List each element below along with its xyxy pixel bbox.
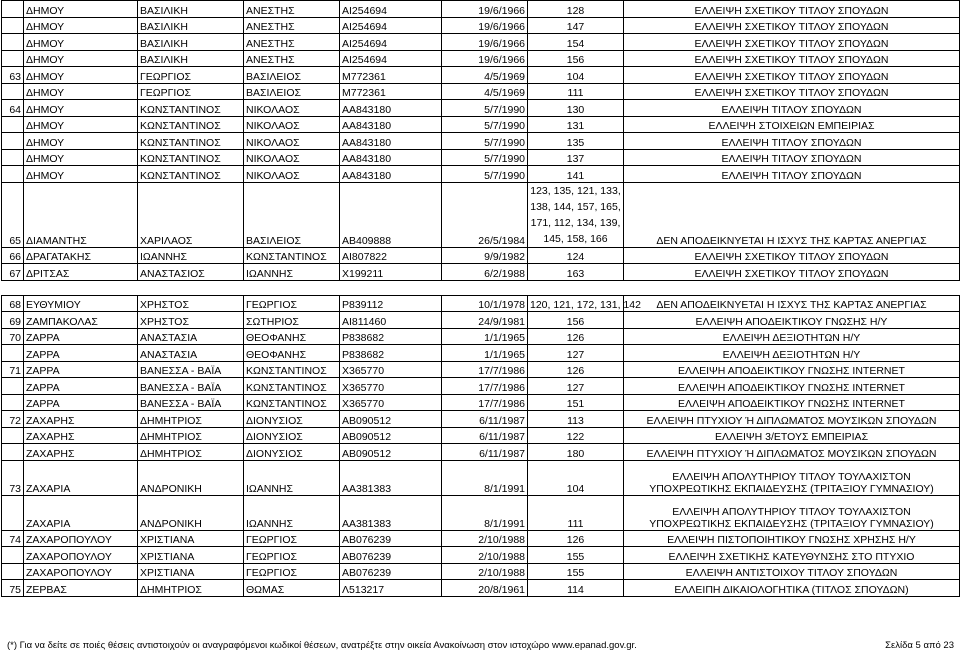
- id-number-cell: Μ772361: [340, 67, 442, 84]
- entry-number: [2, 495, 24, 530]
- position-codes-cell: 104: [528, 460, 624, 495]
- entry-number: 66: [2, 247, 24, 264]
- rejection-reason-cell: ΕΛΛΕΙΨΗ ΤΙΤΛΟΥ ΣΠΟΥΔΩΝ: [624, 133, 960, 150]
- rejection-reason-cell: ΔΕΝ ΑΠΟΔΕΙΚΝΥΕΤΑΙ Η ΙΣΧΥΣ ΤΗΣ ΚΑΡΤΑΣ ΑΝΕΡΓΙΑΣ: [624, 295, 960, 312]
- first-name-cell: ΚΩΝΣΤΑΝΤΙΝΟΣ: [138, 133, 244, 150]
- entry-number: 64: [2, 100, 24, 117]
- birth-date-cell: 2/10/1988: [442, 530, 528, 547]
- first-name-cell: ΙΩΑΝΝΗΣ: [138, 247, 244, 264]
- entry-number: 72: [2, 411, 24, 428]
- birth-date-cell: 17/7/1986: [442, 378, 528, 395]
- rejection-reason-cell: ΔΕΝ ΑΠΟΔΕΙΚΝΥΕΤΑΙ Η ΙΣΧΥΣ ΤΗΣ ΚΑΡΤΑΣ ΑΝΕΡΓΙΑΣ: [624, 182, 960, 247]
- birth-date-cell: 17/7/1986: [442, 394, 528, 411]
- position-codes-cell: 104: [528, 67, 624, 84]
- entry-number: [2, 444, 24, 461]
- position-codes-cell: 126: [528, 328, 624, 345]
- rejection-reason-line: ΥΠΟΧΡΕΩΤΙΚΗΣ ΕΚΠΑΙΔΕΥΣΗΣ (ΤΡΙΤΑΞΙΟΥ ΓΥΜΝΑΣΙΟΥ): [649, 517, 934, 530]
- rejection-reason-cell: ΕΛΛΕΙΨΗ ΔΕΞΙΟΤΗΤΩΝ Η/Υ: [624, 345, 960, 362]
- id-number-cell: ΑΙ811460: [340, 312, 442, 329]
- id-number-cell: Χ365770: [340, 378, 442, 395]
- first-name-cell: ΧΡΗΣΤΟΣ: [138, 295, 244, 312]
- first-name-cell: ΒΑΝΕΣΣΑ - ΒΑΪΑ: [138, 361, 244, 378]
- table-row: [2, 1, 960, 18]
- birth-date-cell: 19/6/1966: [442, 17, 528, 34]
- position-codes-cell: 137: [528, 149, 624, 166]
- position-codes-cell: 131: [528, 116, 624, 133]
- id-number-cell: ΑΒ076239: [340, 547, 442, 564]
- table-row: [2, 495, 960, 530]
- position-code-line: 138, 144, 157, 165,: [530, 200, 621, 213]
- rejection-reason-cell: ΕΛΛΕΙΨΗ ΣΧΕΤΙΚΟΥ ΤΙΤΛΟΥ ΣΠΟΥΔΩΝ: [624, 67, 960, 84]
- surname-cell: ΔΗΜΟΥ: [24, 67, 138, 84]
- first-name-cell: ΔΗΜΗΤΡΙΟΣ: [138, 427, 244, 444]
- entry-number: 71: [2, 361, 24, 378]
- birth-date-cell: 4/5/1969: [442, 83, 528, 100]
- surname-cell: ΖΑΡΡΑ: [24, 378, 138, 395]
- birth-date-cell: 5/7/1990: [442, 166, 528, 183]
- father-name-cell: ΑΝΕΣΤΗΣ: [244, 17, 340, 34]
- table-row: [2, 100, 960, 117]
- first-name-cell: ΑΝΔΡΟΝΙΚΗ: [138, 460, 244, 495]
- surname-cell: ΔΗΜΟΥ: [24, 83, 138, 100]
- father-name-cell: ΝΙΚΟΛΑΟΣ: [244, 166, 340, 183]
- rejection-reason-cell: ΕΛΛΕΙΨΗ ΠΙΣΤΟΠΟΙΗΤΙΚΟΥ ΓΝΩΣΗΣ ΧΡΗΣΗΣ Η/Υ: [624, 530, 960, 547]
- surname-cell: ΖΑΜΠΑΚΟΛΑΣ: [24, 312, 138, 329]
- table-row: [2, 328, 960, 345]
- table-row: [2, 580, 960, 597]
- entry-number: [2, 34, 24, 51]
- surname-cell: ΔΗΜΟΥ: [24, 100, 138, 117]
- birth-date-cell: 6/2/1988: [442, 264, 528, 281]
- position-codes-cell: 128: [528, 1, 624, 18]
- birth-date-cell: 26/5/1984: [442, 182, 528, 247]
- table-row: [2, 34, 960, 51]
- father-name-cell: ΔΙΟΝΥΣΙΟΣ: [244, 411, 340, 428]
- table-row: [2, 427, 960, 444]
- id-number-cell: ΑΒ076239: [340, 563, 442, 580]
- father-name-cell: ΓΕΩΡΓΙΟΣ: [244, 295, 340, 312]
- position-codes-cell: 130: [528, 100, 624, 117]
- first-name-cell: ΧΡΙΣΤΙΑΝΑ: [138, 547, 244, 564]
- first-name-cell: ΚΩΝΣΤΑΝΤΙΝΟΣ: [138, 149, 244, 166]
- id-number-cell: ΑΑ843180: [340, 100, 442, 117]
- table-row: [2, 67, 960, 84]
- father-name-cell: ΒΑΣΙΛΕΙΟΣ: [244, 83, 340, 100]
- results-table: [1, 0, 960, 281]
- father-name-cell: ΘΩΜΑΣ: [244, 580, 340, 597]
- entry-number: 75: [2, 580, 24, 597]
- rejection-reason-cell: ΕΛΛΕΙΨΗ ΣΧΕΤΙΚΟΥ ΤΙΤΛΟΥ ΣΠΟΥΔΩΝ: [624, 34, 960, 51]
- table-row: [2, 312, 960, 329]
- father-name-cell: ΓΕΩΡΓΙΟΣ: [244, 530, 340, 547]
- id-number-cell: ΑΙ807822: [340, 247, 442, 264]
- first-name-cell: ΒΑΝΕΣΣΑ - ΒΑΪΑ: [138, 378, 244, 395]
- position-codes-cell: 151: [528, 394, 624, 411]
- id-number-cell: ΑΒ090512: [340, 427, 442, 444]
- entry-number: 74: [2, 530, 24, 547]
- first-name-cell: ΓΕΩΡΓΙΟΣ: [138, 83, 244, 100]
- position-code-line: 123, 135, 121, 133,: [530, 184, 621, 197]
- surname-cell: ΖΑΧΑΡΟΠΟΥΛΟΥ: [24, 530, 138, 547]
- rejection-reason-line: ΕΛΛΕΙΨΗ ΑΠΟΛΥΤΗΡΙΟΥ ΤΙΤΛΟΥ ΤΟΥΛΑΧΙΣΤΟΝ: [672, 505, 911, 518]
- entry-number: [2, 83, 24, 100]
- rejection-reason-cell: ΕΛΛΕΙΨΗ ΣΧΕΤΙΚΟΥ ΤΙΤΛΟΥ ΣΠΟΥΔΩΝ: [624, 247, 960, 264]
- entry-number: [2, 1, 24, 18]
- table-row: [2, 50, 960, 67]
- father-name-cell: ΝΙΚΟΛΑΟΣ: [244, 149, 340, 166]
- table-row: [2, 345, 960, 362]
- surname-cell: ΔΗΜΟΥ: [24, 116, 138, 133]
- entry-number: 69: [2, 312, 24, 329]
- position-codes-cell: 141: [528, 166, 624, 183]
- id-number-cell: Μ772361: [340, 83, 442, 100]
- father-name-cell: ΙΩΑΝΝΗΣ: [244, 495, 340, 530]
- birth-date-cell: 5/7/1990: [442, 133, 528, 150]
- surname-cell: ΖΑΧΑΡΙΑ: [24, 495, 138, 530]
- father-name-cell: ΒΑΣΙΛΕΙΟΣ: [244, 182, 340, 247]
- surname-cell: ΕΥΘΥΜΙΟΥ: [24, 295, 138, 312]
- surname-cell: ΔΡΑΓΑΤΑΚΗΣ: [24, 247, 138, 264]
- table-row: [2, 563, 960, 580]
- father-name-cell: ΓΕΩΡΓΙΟΣ: [244, 563, 340, 580]
- surname-cell: ΖΑΡΡΑ: [24, 345, 138, 362]
- birth-date-cell: 24/9/1981: [442, 312, 528, 329]
- birth-date-cell: 6/11/1987: [442, 444, 528, 461]
- rejection-reason-cell: ΕΛΛΕΙΨΗ ΣΤΟΙΧΕΙΩΝ ΕΜΠΕΙΡΙΑΣ: [624, 116, 960, 133]
- birth-date-cell: 5/7/1990: [442, 100, 528, 117]
- birth-date-cell: 6/11/1987: [442, 411, 528, 428]
- father-name-cell: ΚΩΝΣΤΑΝΤΙΝΟΣ: [244, 378, 340, 395]
- entry-number: [2, 563, 24, 580]
- surname-cell: ΔΙΑΜΑΝΤΗΣ: [24, 182, 138, 247]
- id-number-cell: ΑΙ254694: [340, 17, 442, 34]
- rejection-reason-cell: ΕΛΛΕΙΨΗ ΠΤΥΧΙΟΥ Ή ΔΙΠΛΩΜΑΤΟΣ ΜΟΥΣΙΚΩΝ ΣΠΟΥΔΩΝ: [624, 444, 960, 461]
- surname-cell: ΖΑΧΑΡΗΣ: [24, 411, 138, 428]
- surname-cell: ΖΑΧΑΡΙΑ: [24, 460, 138, 495]
- table-row: [2, 264, 960, 281]
- table-row: [2, 444, 960, 461]
- birth-date-cell: 2/10/1988: [442, 547, 528, 564]
- surname-cell: ΔΗΜΟΥ: [24, 17, 138, 34]
- table-row: [2, 17, 960, 34]
- rejection-reason-line: ΥΠΟΧΡΕΩΤΙΚΗΣ ΕΚΠΑΙΔΕΥΣΗΣ (ΤΡΙΤΑΞΙΟΥ ΓΥΜΝΑΣΙΟΥ): [649, 482, 934, 495]
- position-codes-cell: 113: [528, 411, 624, 428]
- first-name-cell: ΒΑΣΙΛΙΚΗ: [138, 1, 244, 18]
- surname-cell: ΖΑΧΑΡΗΣ: [24, 427, 138, 444]
- first-name-cell: ΚΩΝΣΤΑΝΤΙΝΟΣ: [138, 100, 244, 117]
- position-codes-cell: 114: [528, 580, 624, 597]
- first-name-cell: ΧΡΙΣΤΙΑΝΑ: [138, 530, 244, 547]
- birth-date-cell: 17/7/1986: [442, 361, 528, 378]
- first-name-cell: ΧΡΗΣΤΟΣ: [138, 312, 244, 329]
- id-number-cell: ΑΑ381383: [340, 460, 442, 495]
- position-codes-cell: 126: [528, 361, 624, 378]
- rejection-reason-cell: ΕΛΛΕΙΨΗ ΣΧΕΤΙΚΟΥ ΤΙΤΛΟΥ ΣΠΟΥΔΩΝ: [624, 264, 960, 281]
- table-row: [2, 460, 960, 495]
- father-name-cell: ΝΙΚΟΛΑΟΣ: [244, 100, 340, 117]
- position-codes-cell: 180: [528, 444, 624, 461]
- birth-date-cell: 19/6/1966: [442, 34, 528, 51]
- table-row: [2, 394, 960, 411]
- rejection-reason-cell: ΕΛΛΕΙΨΗ ΣΧΕΤΙΚΟΥ ΤΙΤΛΟΥ ΣΠΟΥΔΩΝ: [624, 1, 960, 18]
- id-number-cell: Ρ838682: [340, 345, 442, 362]
- position-code-line: 171, 112, 134, 139,: [530, 216, 621, 229]
- position-codes-cell: 155: [528, 547, 624, 564]
- page-number: Σελίδα 5 από 23: [885, 640, 954, 651]
- position-codes-cell: 135: [528, 133, 624, 150]
- rejection-reason-cell: ΕΛΛΕΙΨΗ ΣΧΕΤΙΚΟΥ ΤΙΤΛΟΥ ΣΠΟΥΔΩΝ: [624, 50, 960, 67]
- page-footer: [0, 636, 960, 653]
- birth-date-cell: 8/1/1991: [442, 460, 528, 495]
- position-code-line: 145, 158, 166: [543, 232, 608, 245]
- father-name-cell: ΚΩΝΣΤΑΝΤΙΝΟΣ: [244, 361, 340, 378]
- father-name-cell: ΑΝΕΣΤΗΣ: [244, 34, 340, 51]
- father-name-cell: ΘΕΟΦΑΝΗΣ: [244, 345, 340, 362]
- first-name-cell: ΒΑΝΕΣΣΑ - ΒΑΪΑ: [138, 394, 244, 411]
- birth-date-cell: 5/7/1990: [442, 116, 528, 133]
- surname-cell: ΖΑΧΑΡΟΠΟΥΛΟΥ: [24, 547, 138, 564]
- table-row: [2, 411, 960, 428]
- surname-cell: ΖΑΧΑΡΗΣ: [24, 444, 138, 461]
- surname-cell: ΔΡΙΤΣΑΣ: [24, 264, 138, 281]
- birth-date-cell: 4/5/1969: [442, 67, 528, 84]
- rejection-reason-cell: ΕΛΛΕΙΠΗ ΔΙΚΑΙΟΛΟΓΗΤΙΚΑ (ΤΙΤΛΟΣ ΣΠΟΥΔΩΝ): [624, 580, 960, 597]
- entry-number: 63: [2, 67, 24, 84]
- results-table-continued: [1, 295, 960, 597]
- entry-number: [2, 133, 24, 150]
- table-row: [2, 83, 960, 100]
- position-codes-cell: 111: [528, 83, 624, 100]
- rejection-reason-cell: ΕΛΛΕΙΨΗ ΤΙΤΛΟΥ ΣΠΟΥΔΩΝ: [624, 166, 960, 183]
- surname-cell: ΔΗΜΟΥ: [24, 34, 138, 51]
- birth-date-cell: 8/1/1991: [442, 495, 528, 530]
- first-name-cell: ΔΗΜΗΤΡΙΟΣ: [138, 580, 244, 597]
- father-name-cell: ΓΕΩΡΓΙΟΣ: [244, 547, 340, 564]
- position-codes-cell: 120, 121, 172, 131, 142: [528, 295, 624, 312]
- id-number-cell: ΑΙ254694: [340, 34, 442, 51]
- id-number-cell: ΑΙ254694: [340, 1, 442, 18]
- surname-cell: ΔΗΜΟΥ: [24, 1, 138, 18]
- surname-cell: ΖΑΧΑΡΟΠΟΥΛΟΥ: [24, 563, 138, 580]
- father-name-cell: ΒΑΣΙΛΕΙΟΣ: [244, 67, 340, 84]
- id-number-cell: ΑΑ843180: [340, 149, 442, 166]
- id-number-cell: Ρ839112: [340, 295, 442, 312]
- father-name-cell: ΑΝΕΣΤΗΣ: [244, 50, 340, 67]
- id-number-cell: ΑΑ843180: [340, 133, 442, 150]
- id-number-cell: Λ513217: [340, 580, 442, 597]
- surname-cell: ΖΑΡΡΑ: [24, 328, 138, 345]
- father-name-cell: ΔΙΟΝΥΣΙΟΣ: [244, 427, 340, 444]
- entry-number: 68: [2, 295, 24, 312]
- rejection-reason-cell: ΕΛΛΕΙΨΗ ΣΧΕΤΙΚΗΣ ΚΑΤΕΥΘΥΝΣΗΣ ΣΤΟ ΠΤΥΧΙΟ: [624, 547, 960, 564]
- id-number-cell: ΑΒ076239: [340, 530, 442, 547]
- first-name-cell: ΔΗΜΗΤΡΙΟΣ: [138, 444, 244, 461]
- rejection-reason-cell: ΕΛΛΕΙΨΗ ΣΧΕΤΙΚΟΥ ΤΙΤΛΟΥ ΣΠΟΥΔΩΝ: [624, 17, 960, 34]
- father-name-cell: ΙΩΑΝΝΗΣ: [244, 460, 340, 495]
- entry-number: [2, 345, 24, 362]
- rejection-reason-cell: ΕΛΛΕΙΨΗ 3/ΕΤΟΥΣ ΕΜΠΕΙΡΙΑΣ: [624, 427, 960, 444]
- first-name-cell: ΔΗΜΗΤΡΙΟΣ: [138, 411, 244, 428]
- position-codes-cell: 122: [528, 427, 624, 444]
- entry-number: [2, 547, 24, 564]
- first-name-cell: ΚΩΝΣΤΑΝΤΙΝΟΣ: [138, 166, 244, 183]
- entry-number: 67: [2, 264, 24, 281]
- first-name-cell: ΑΝΑΣΤΑΣΙΑ: [138, 328, 244, 345]
- father-name-cell: ΙΩΑΝΝΗΣ: [244, 264, 340, 281]
- birth-date-cell: 19/6/1966: [442, 1, 528, 18]
- father-name-cell: ΚΩΝΣΤΑΝΤΙΝΟΣ: [244, 247, 340, 264]
- surname-cell: ΖΑΡΡΑ: [24, 361, 138, 378]
- father-name-cell: ΝΙΚΟΛΑΟΣ: [244, 133, 340, 150]
- surname-cell: ΔΗΜΟΥ: [24, 149, 138, 166]
- first-name-cell: ΒΑΣΙΛΙΚΗ: [138, 17, 244, 34]
- id-number-cell: Χ199211: [340, 264, 442, 281]
- surname-cell: ΔΗΜΟΥ: [24, 133, 138, 150]
- father-name-cell: ΝΙΚΟΛΑΟΣ: [244, 116, 340, 133]
- id-number-cell: Χ365770: [340, 361, 442, 378]
- entry-number: [2, 149, 24, 166]
- rejection-reason-cell: ΕΛΛΕΙΨΗ ΑΝΤΙΣΤΟΙΧΟΥ ΤΙΤΛΟΥ ΣΠΟΥΔΩΝ: [624, 563, 960, 580]
- first-name-cell: ΓΕΩΡΓΙΟΣ: [138, 67, 244, 84]
- position-codes-cell: 156: [528, 50, 624, 67]
- table-row: [2, 166, 960, 183]
- first-name-cell: ΑΝΑΣΤΑΣΙΟΣ: [138, 264, 244, 281]
- position-codes-cell: 154: [528, 34, 624, 51]
- birth-date-cell: 2/10/1988: [442, 563, 528, 580]
- entry-number: [2, 50, 24, 67]
- father-name-cell: ΘΕΟΦΑΝΗΣ: [244, 328, 340, 345]
- birth-date-cell: 20/8/1961: [442, 580, 528, 597]
- first-name-cell: ΑΝΑΣΤΑΣΙΑ: [138, 345, 244, 362]
- surname-cell: ΖΕΡΒΑΣ: [24, 580, 138, 597]
- id-number-cell: ΑΑ381383: [340, 495, 442, 530]
- rejection-reason-cell: [624, 495, 960, 530]
- rejection-reason-cell: ΕΛΛΕΙΨΗ ΣΧΕΤΙΚΟΥ ΤΙΤΛΟΥ ΣΠΟΥΔΩΝ: [624, 83, 960, 100]
- table-row: [2, 295, 960, 312]
- table-row: [2, 247, 960, 264]
- rejection-reason-cell: ΕΛΛΕΙΨΗ ΑΠΟΔΕΙΚΤΙΚΟΥ ΓΝΩΣΗΣ INTERNET: [624, 394, 960, 411]
- id-number-cell: Χ365770: [340, 394, 442, 411]
- table-row: [2, 378, 960, 395]
- position-codes-cell: 127: [528, 345, 624, 362]
- entry-number: 65: [2, 182, 24, 247]
- entry-number: 70: [2, 328, 24, 345]
- surname-cell: ΖΑΡΡΑ: [24, 394, 138, 411]
- entry-number: 73: [2, 460, 24, 495]
- table-row: [2, 530, 960, 547]
- id-number-cell: ΑΒ090512: [340, 444, 442, 461]
- birth-date-cell: 6/11/1987: [442, 427, 528, 444]
- position-codes-cell: [528, 182, 624, 247]
- rejection-reason-cell: ΕΛΛΕΙΨΗ ΑΠΟΔΕΙΚΤΙΚΟΥ ΓΝΩΣΗΣ INTERNET: [624, 378, 960, 395]
- table-row: [2, 149, 960, 166]
- birth-date-cell: 9/9/1982: [442, 247, 528, 264]
- position-codes-cell: 127: [528, 378, 624, 395]
- father-name-cell: ΣΩΤΗΡΙΟΣ: [244, 312, 340, 329]
- footer-note: (*) Για να δείτε σε ποιές θέσεις αντιστοιχούν οι αναγραφόμενοι κωδικοί θέσεων, ανατρέξτε στην οικεία Ανακοίνωση στον ιστοχώρο www.epanad.gov.gr.: [7, 640, 637, 651]
- birth-date-cell: 10/1/1978: [442, 295, 528, 312]
- position-codes-cell: 156: [528, 312, 624, 329]
- surname-cell: ΔΗΜΟΥ: [24, 50, 138, 67]
- id-number-cell: ΑΑ843180: [340, 116, 442, 133]
- rejection-reason-cell: [624, 460, 960, 495]
- birth-date-cell: 5/7/1990: [442, 149, 528, 166]
- first-name-cell: ΒΑΣΙΛΙΚΗ: [138, 50, 244, 67]
- id-number-cell: ΑΒ090512: [340, 411, 442, 428]
- position-codes-cell: 163: [528, 264, 624, 281]
- surname-cell: ΔΗΜΟΥ: [24, 166, 138, 183]
- rejection-reason-cell: ΕΛΛΕΙΨΗ ΑΠΟΔΕΙΚΤΙΚΟΥ ΓΝΩΣΗΣ INTERNET: [624, 361, 960, 378]
- position-codes-cell: 111: [528, 495, 624, 530]
- id-number-cell: Ρ838682: [340, 328, 442, 345]
- position-codes-cell: 155: [528, 563, 624, 580]
- position-codes-cell: 147: [528, 17, 624, 34]
- table-row: [2, 361, 960, 378]
- rejection-reason-line: ΕΛΛΕΙΨΗ ΑΠΟΛΥΤΗΡΙΟΥ ΤΙΤΛΟΥ ΤΟΥΛΑΧΙΣΤΟΝ: [672, 470, 911, 483]
- first-name-cell: ΧΡΙΣΤΙΑΝΑ: [138, 563, 244, 580]
- id-number-cell: ΑΒ409888: [340, 182, 442, 247]
- first-name-cell: ΒΑΣΙΛΙΚΗ: [138, 34, 244, 51]
- position-codes-cell: 126: [528, 530, 624, 547]
- rejection-reason-cell: ΕΛΛΕΙΨΗ ΠΤΥΧΙΟΥ Ή ΔΙΠΛΩΜΑΤΟΣ ΜΟΥΣΙΚΩΝ ΣΠΟΥΔΩΝ: [624, 411, 960, 428]
- rejection-reason-cell: ΕΛΛΕΙΨΗ ΤΙΤΛΟΥ ΣΠΟΥΔΩΝ: [624, 149, 960, 166]
- id-number-cell: ΑΙ254694: [340, 50, 442, 67]
- first-name-cell: ΑΝΔΡΟΝΙΚΗ: [138, 495, 244, 530]
- entry-number: [2, 378, 24, 395]
- first-name-cell: ΚΩΝΣΤΑΝΤΙΝΟΣ: [138, 116, 244, 133]
- rejection-reason-cell: ΕΛΛΕΙΨΗ ΑΠΟΔΕΙΚΤΙΚΟΥ ΓΝΩΣΗΣ Η/Υ: [624, 312, 960, 329]
- rejection-reason-cell: ΕΛΛΕΙΨΗ ΔΕΞΙΟΤΗΤΩΝ Η/Υ: [624, 328, 960, 345]
- rejection-reason-cell: ΕΛΛΕΙΨΗ ΤΙΤΛΟΥ ΣΠΟΥΔΩΝ: [624, 100, 960, 117]
- entry-number: [2, 427, 24, 444]
- id-number-cell: ΑΑ843180: [340, 166, 442, 183]
- birth-date-cell: 19/6/1966: [442, 50, 528, 67]
- entry-number: [2, 17, 24, 34]
- table-row: [2, 182, 960, 247]
- father-name-cell: ΑΝΕΣΤΗΣ: [244, 1, 340, 18]
- birth-date-cell: 1/1/1965: [442, 328, 528, 345]
- position-codes-cell: 124: [528, 247, 624, 264]
- table-row: [2, 547, 960, 564]
- table-row: [2, 116, 960, 133]
- father-name-cell: ΔΙΟΝΥΣΙΟΣ: [244, 444, 340, 461]
- first-name-cell: ΧΑΡΙΛΑΟΣ: [138, 182, 244, 247]
- table-row: [2, 133, 960, 150]
- entry-number: [2, 166, 24, 183]
- entry-number: [2, 394, 24, 411]
- entry-number: [2, 116, 24, 133]
- birth-date-cell: 1/1/1965: [442, 345, 528, 362]
- father-name-cell: ΚΩΝΣΤΑΝΤΙΝΟΣ: [244, 394, 340, 411]
